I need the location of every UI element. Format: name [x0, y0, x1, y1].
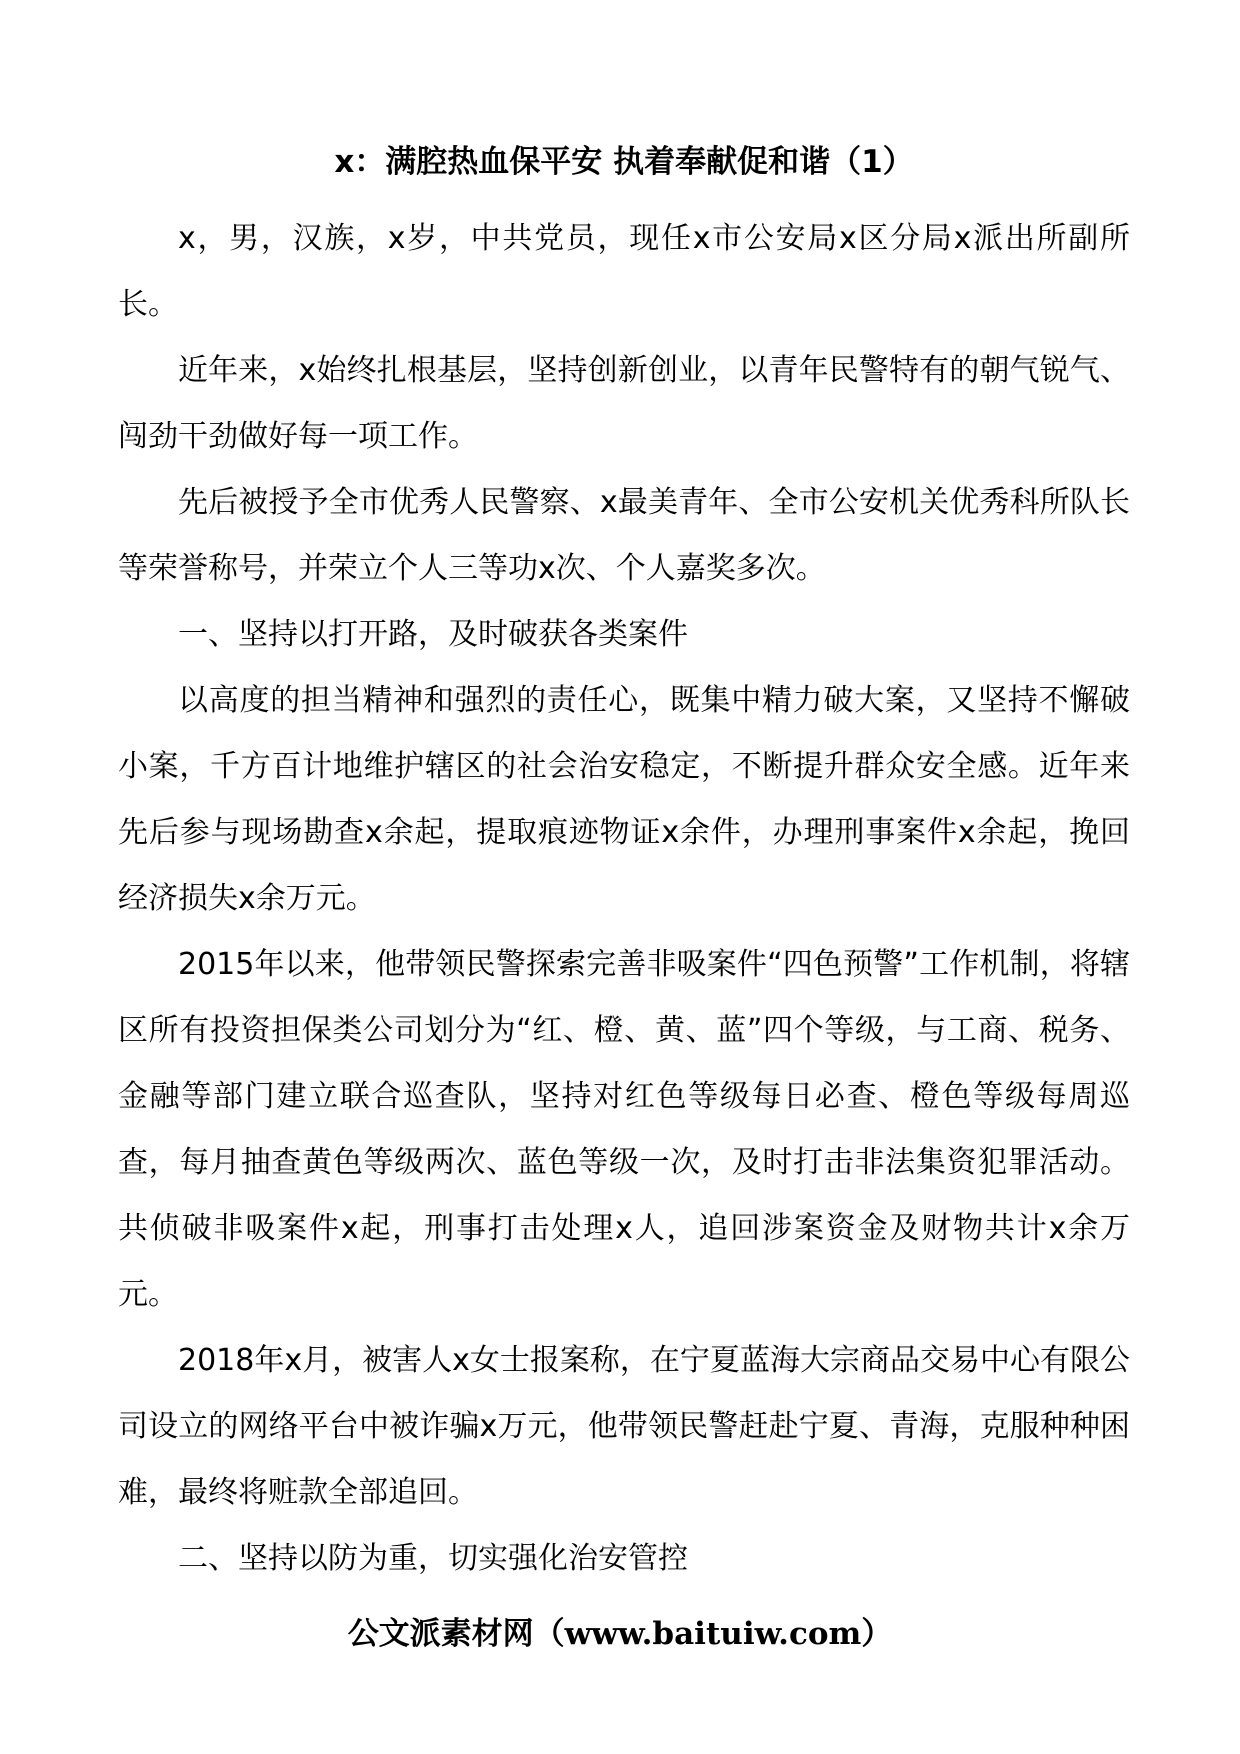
document-title: x：满腔热血保平安 执着奉献促和谐（1） [334, 144, 914, 180]
section-heading-2: 二、坚持以防为重，切实强化治安管控 [178, 1541, 688, 1576]
paragraph-profile: x，男，汉族，x岁，中共党员，现任x市公安局x区分局x派出所副所长。 [118, 221, 1130, 322]
section-heading-1: 一、坚持以打开路，及时破获各类案件 [178, 617, 688, 652]
paragraph-2018-case: 2018年x月，被害人x女士报案称，在宁夏蓝海大宗商品交易中心有限公司设立的网络平台中被诈骗x万元，他带领民警赶赴宁夏、青海，克服种种困难，最终将赃款全部追回。 [118, 1343, 1130, 1510]
paragraph-four-color-warning: 2015年以来，他带领民警探索完善非吸案件“四色预警”工作机制，将辖区所有投资担保类公司划分为“红、橙、黄、蓝”四个等级，与工商、税务、金融等部门建立联合巡查队，坚持对红色等级每日必查、橙色等级每周巡查，每月抽查黄色等级两次、蓝色等级一次，及时打击非法集资犯罪活动。共侦破非吸案件x起，刑事打击处理x人，追回涉案资金及财物共计x余万元。 [118, 947, 1130, 1312]
paragraph-intro: 近年来，x始终扎根基层，坚持创新创业，以青年民警特有的朝气锐气、闯劲干劲做好每一项工作。 [118, 353, 1130, 454]
document-page [118, 140, 1130, 1592]
paragraph-honors: 先后被授予全市优秀人民警察、x最美青年、全市公安机关优秀科所队长等荣誉称号，并荣立个人三等功x次、个人嘉奖多次。 [118, 485, 1130, 586]
paragraph-cases: 以高度的担当精神和强烈的责任心，既集中精力破大案，又坚持不懈破小案，千方百计地维护辖区的社会治安稳定，不断提升群众安全感。近年来先后参与现场勘查x余起，提取痕迹物证x余件，办理刑事案件x余起，挽回经济损失x余万元。 [118, 683, 1130, 916]
footer-watermark: 公文派素材网（www.baituiw.com） [347, 1616, 893, 1652]
